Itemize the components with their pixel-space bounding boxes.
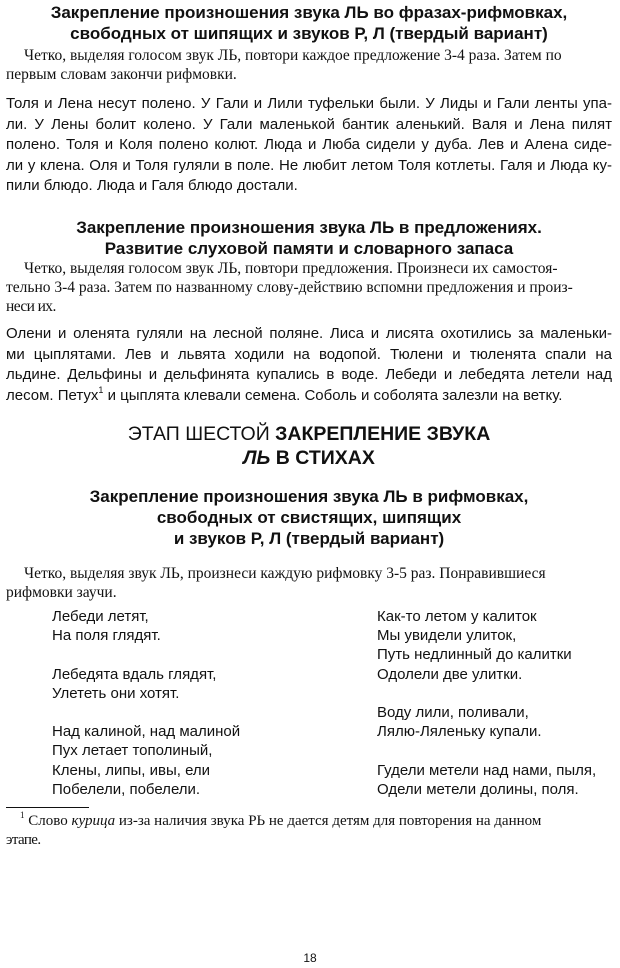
section3-heading-line: Закрепление произношения звука ЛЬ в рифмовках, <box>89 487 529 506</box>
poem-line: Лебедята вдаль глядят, <box>52 665 217 683</box>
section1-heading-line: Закрепление произношения звука ЛЬ во фразах-рифмовках, <box>50 3 568 22</box>
stage-title-bold: ЗАКРЕПЛЕНИЕ ЗВУКА <box>275 423 491 445</box>
section1-body-line: пили блюдо. Люда и Галя блюдо достали. <box>6 177 298 195</box>
stage-title-tail: В СТИХАХ <box>275 447 375 469</box>
section2-heading-line: Закрепление произношения звука ЛЬ в предложениях. <box>76 218 542 237</box>
poem-line <box>377 741 596 760</box>
section3-instruction <box>6 564 612 602</box>
poem-line: Одели метели долины, поля. <box>377 780 579 798</box>
stage-title-line2 <box>6 446 612 470</box>
poem-line: Путь недлинный до калитки <box>377 646 572 664</box>
section1-body <box>6 94 612 197</box>
poem-right-column <box>377 607 596 799</box>
section1-body-line: полено. Толя и Коля полено колют. Люда и Люба сидели у дуба. Лев и Алена сиде- <box>6 136 612 154</box>
poem-left-column <box>52 607 240 799</box>
poem-line: Гудели метели над нами, пыля, <box>377 761 597 779</box>
section2-heading-line: Развитие слуховой памяти и словарного запаса <box>104 239 514 258</box>
section3-instruction-line: Четко, выделяя звук ЛЬ, произнеси каждую рифмовку 3-5 раз. Понравившиеся <box>24 565 546 582</box>
poem-line: Клены, липы, ивы, ели <box>52 761 211 779</box>
section1-heading <box>6 2 612 44</box>
poem-line: Побелели, побелели. <box>52 780 201 798</box>
section3-heading-line: и звуков Р, Л (твердый вариант) <box>173 529 445 548</box>
section2-heading <box>6 217 612 259</box>
footnote <box>6 812 606 850</box>
stage-prefix: ЭТАП ШЕСТОЙ <box>127 423 270 445</box>
footnote-divider <box>6 807 89 808</box>
poem-line: Лялю-Ляленьку купали. <box>377 723 542 741</box>
section3-heading-line: свободных от свистящих, шипящих <box>156 508 462 527</box>
section1-body-line: ли у клена. Оля и Толя гуляли в поле. Не любит летом Толя котлеты. Галя и Люда ку- <box>6 156 612 174</box>
section2-body <box>6 324 612 406</box>
section1-instruction-line: Четко, выделяя голосом звук ЛЬ, повтори каждое предложение 3-4 раза. Затем по <box>24 47 562 64</box>
section3-instruction-line: рифмовки заучи. <box>6 584 117 601</box>
poem-line: Пух летает тополиный, <box>52 742 213 760</box>
footnote-line: этапе. <box>6 832 41 848</box>
poem-line <box>52 703 240 722</box>
section2-instruction-line: Четко, выделяя голосом звук ЛЬ, повтори предложения. Произнеси их самостоя- <box>24 260 558 277</box>
section1-instruction <box>6 46 612 84</box>
section2-body-last-line <box>6 386 612 407</box>
poem-line: Лебеди летят, <box>52 608 149 625</box>
footnote-line <box>6 812 606 831</box>
stage-title <box>6 422 612 470</box>
footnote-mark: 1 <box>20 810 25 820</box>
section1-body-line: Толя и Лена несут полено. У Гали и Лили туфельки были. У Лиды и Гали ленты упа- <box>6 95 612 112</box>
footnote-text: Слово <box>24 813 72 829</box>
section2-instruction-line: неси их. <box>6 298 56 315</box>
section1-instruction-line: первым словам закончи рифмовки. <box>6 66 237 83</box>
section1-heading-line: свободных от шипящих и звуков Р, Л (твердый вариант) <box>70 24 548 43</box>
poem-line <box>52 645 240 664</box>
section2-body-text: и цыплята клевали семена. Соболь и соболята залезли на ветку. <box>103 386 563 404</box>
section2-instruction <box>6 259 612 316</box>
section2-body-line: ми цыплятами. Лев и львята ходили на водопой. Тюлени и тюленята спали на <box>6 345 612 363</box>
poem-line: Улететь они хотят. <box>52 684 180 702</box>
section1-body-line: ли. У Лены болит колено. У Гали маленькой бантик аленький. Валя и Лена пилят <box>6 115 612 133</box>
poem-line: На поля глядят. <box>52 627 161 645</box>
stage-sound: ЛЬ <box>243 447 271 469</box>
footnote-italic-word: курица <box>71 813 116 829</box>
section2-instruction-line: тельно 3-4 раза. Затем по названному слову-действию вспомни предложения и произ- <box>6 279 573 296</box>
poem-line: Воду лили, поливали, <box>377 704 529 721</box>
poem-line <box>377 684 596 703</box>
section2-body-line: льдине. Дельфины и дельфинята купались в воде. Лебеди и лебедята летели над <box>6 366 612 384</box>
poem-line: Одолели две улитки. <box>377 665 523 683</box>
poem-line: Как-то летом у калиток <box>377 608 537 625</box>
section2-body-text: лесом. Петух <box>6 386 99 404</box>
section3-heading <box>6 486 612 549</box>
footnote-text: из-за наличия звука РЬ не дается детям для повторения на данном <box>115 813 542 829</box>
poem-line: Мы увидели улиток, <box>377 627 517 645</box>
section2-body-line: Олени и оленята гуляли на лесной поляне. Лиса и лисята охотились за маленьки- <box>6 325 612 342</box>
footnote-reference: 1 <box>98 384 104 395</box>
stage-title-line1 <box>6 422 612 446</box>
page-number: 18 <box>303 951 317 965</box>
poem-line: Над калиной, над малиной <box>52 723 241 741</box>
